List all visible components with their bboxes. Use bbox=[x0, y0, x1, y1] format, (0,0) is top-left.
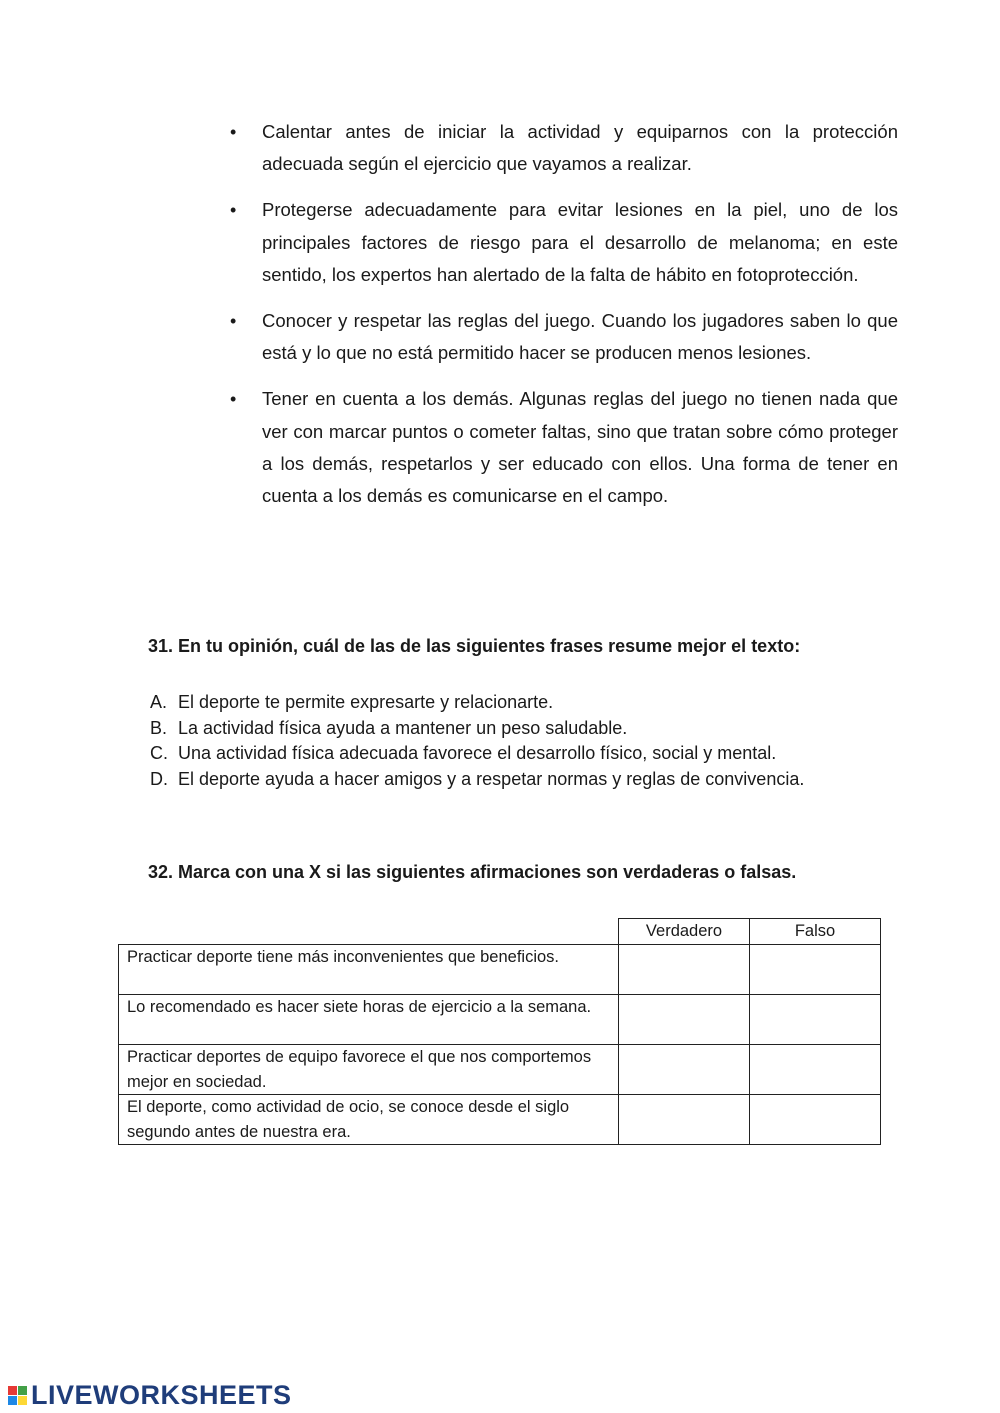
statement-cell: Practicar deportes de equipo favorece el que nos comportemos mejor en sociedad. bbox=[119, 1045, 619, 1095]
bullet-icon: • bbox=[230, 122, 237, 142]
logo-square bbox=[18, 1386, 27, 1395]
bullet-item: • Calentar antes de iniciar la actividad y equiparnos con la protección adecuada según el ejercicio que vayamos a realizar. bbox=[228, 116, 898, 180]
question-31-options bbox=[150, 690, 804, 793]
bullet-item: • Tener en cuenta a los demás. Algunas reglas del juego no tienen nada que ver con marcar puntos o cometer faltas, sino que tratan sobre cómo proteger a los demás, respetarlos y ser educado con ellos. Una forma de tener en cuenta a los demás es comunicarse en el campo. bbox=[228, 383, 898, 512]
answer-false-cell[interactable] bbox=[750, 1045, 881, 1095]
header-verdadero: Verdadero bbox=[619, 919, 750, 945]
statement-cell: El deporte, como actividad de ocio, se conoce desde el siglo segundo antes de nuestra era. bbox=[119, 1095, 619, 1145]
logo-icon bbox=[8, 1386, 27, 1405]
bullet-list bbox=[228, 116, 898, 526]
question-31-title: 31. En tu opinión, cuál de las de las siguientes frases resume mejor el texto: bbox=[148, 636, 801, 656]
bullet-item: • Conocer y respetar las reglas del juego. Cuando los jugadores saben lo que está y lo que no está permitido hacer se producen menos lesiones. bbox=[228, 305, 898, 369]
option-a[interactable]: A. El deporte te permite expresarte y relacionarte. bbox=[150, 692, 554, 712]
option-b[interactable]: B. La actividad física ayuda a mantener un peso saludable. bbox=[150, 717, 628, 738]
logo-square bbox=[8, 1386, 17, 1395]
statement-cell: Practicar deporte tiene más inconvenientes que beneficios. bbox=[119, 945, 619, 995]
bullet-icon: • bbox=[230, 389, 237, 410]
table-corner bbox=[119, 919, 619, 945]
true-false-table bbox=[118, 918, 881, 1145]
bullet-icon: • bbox=[230, 311, 237, 332]
statement-cell: Lo recomendado es hacer siete horas de ejercicio a la semana. bbox=[119, 995, 619, 1045]
table-row bbox=[119, 945, 881, 995]
answer-true-cell[interactable] bbox=[619, 1045, 750, 1095]
table-row bbox=[119, 1045, 881, 1095]
logo-text: LIVEWORKSHEETS bbox=[31, 1380, 292, 1410]
answer-false-cell[interactable] bbox=[750, 945, 881, 995]
header-falso: Falso bbox=[750, 919, 881, 945]
answer-false-cell[interactable] bbox=[750, 1095, 881, 1145]
table-header-row bbox=[119, 919, 881, 945]
option-d[interactable]: D. El deporte ayuda a hacer amigos y a respetar normas y reglas de convivencia. bbox=[150, 769, 805, 790]
table-row bbox=[119, 995, 881, 1045]
liveworksheets-logo bbox=[8, 1380, 292, 1411]
question-32-title: 32. Marca con una X si las siguientes afirmaciones son verdaderas o falsas. bbox=[148, 862, 797, 882]
option-c[interactable]: C. Una actividad física adecuada favorece el desarrollo físico, social y mental. bbox=[150, 743, 777, 764]
answer-false-cell[interactable] bbox=[750, 995, 881, 1045]
answer-true-cell[interactable] bbox=[619, 1095, 750, 1145]
answer-true-cell[interactable] bbox=[619, 945, 750, 995]
logo-square bbox=[8, 1396, 17, 1405]
bullet-item: • Protegerse adecuadamente para evitar lesiones en la piel, uno de los principales factores de riesgo para el desarrollo de melanoma; en este sentido, los expertos han alertado de la falta de hábito en fotoprotección. bbox=[228, 194, 898, 291]
answer-true-cell[interactable] bbox=[619, 995, 750, 1045]
logo-square bbox=[18, 1396, 27, 1405]
table-row bbox=[119, 1095, 881, 1145]
bullet-icon: • bbox=[230, 200, 237, 221]
